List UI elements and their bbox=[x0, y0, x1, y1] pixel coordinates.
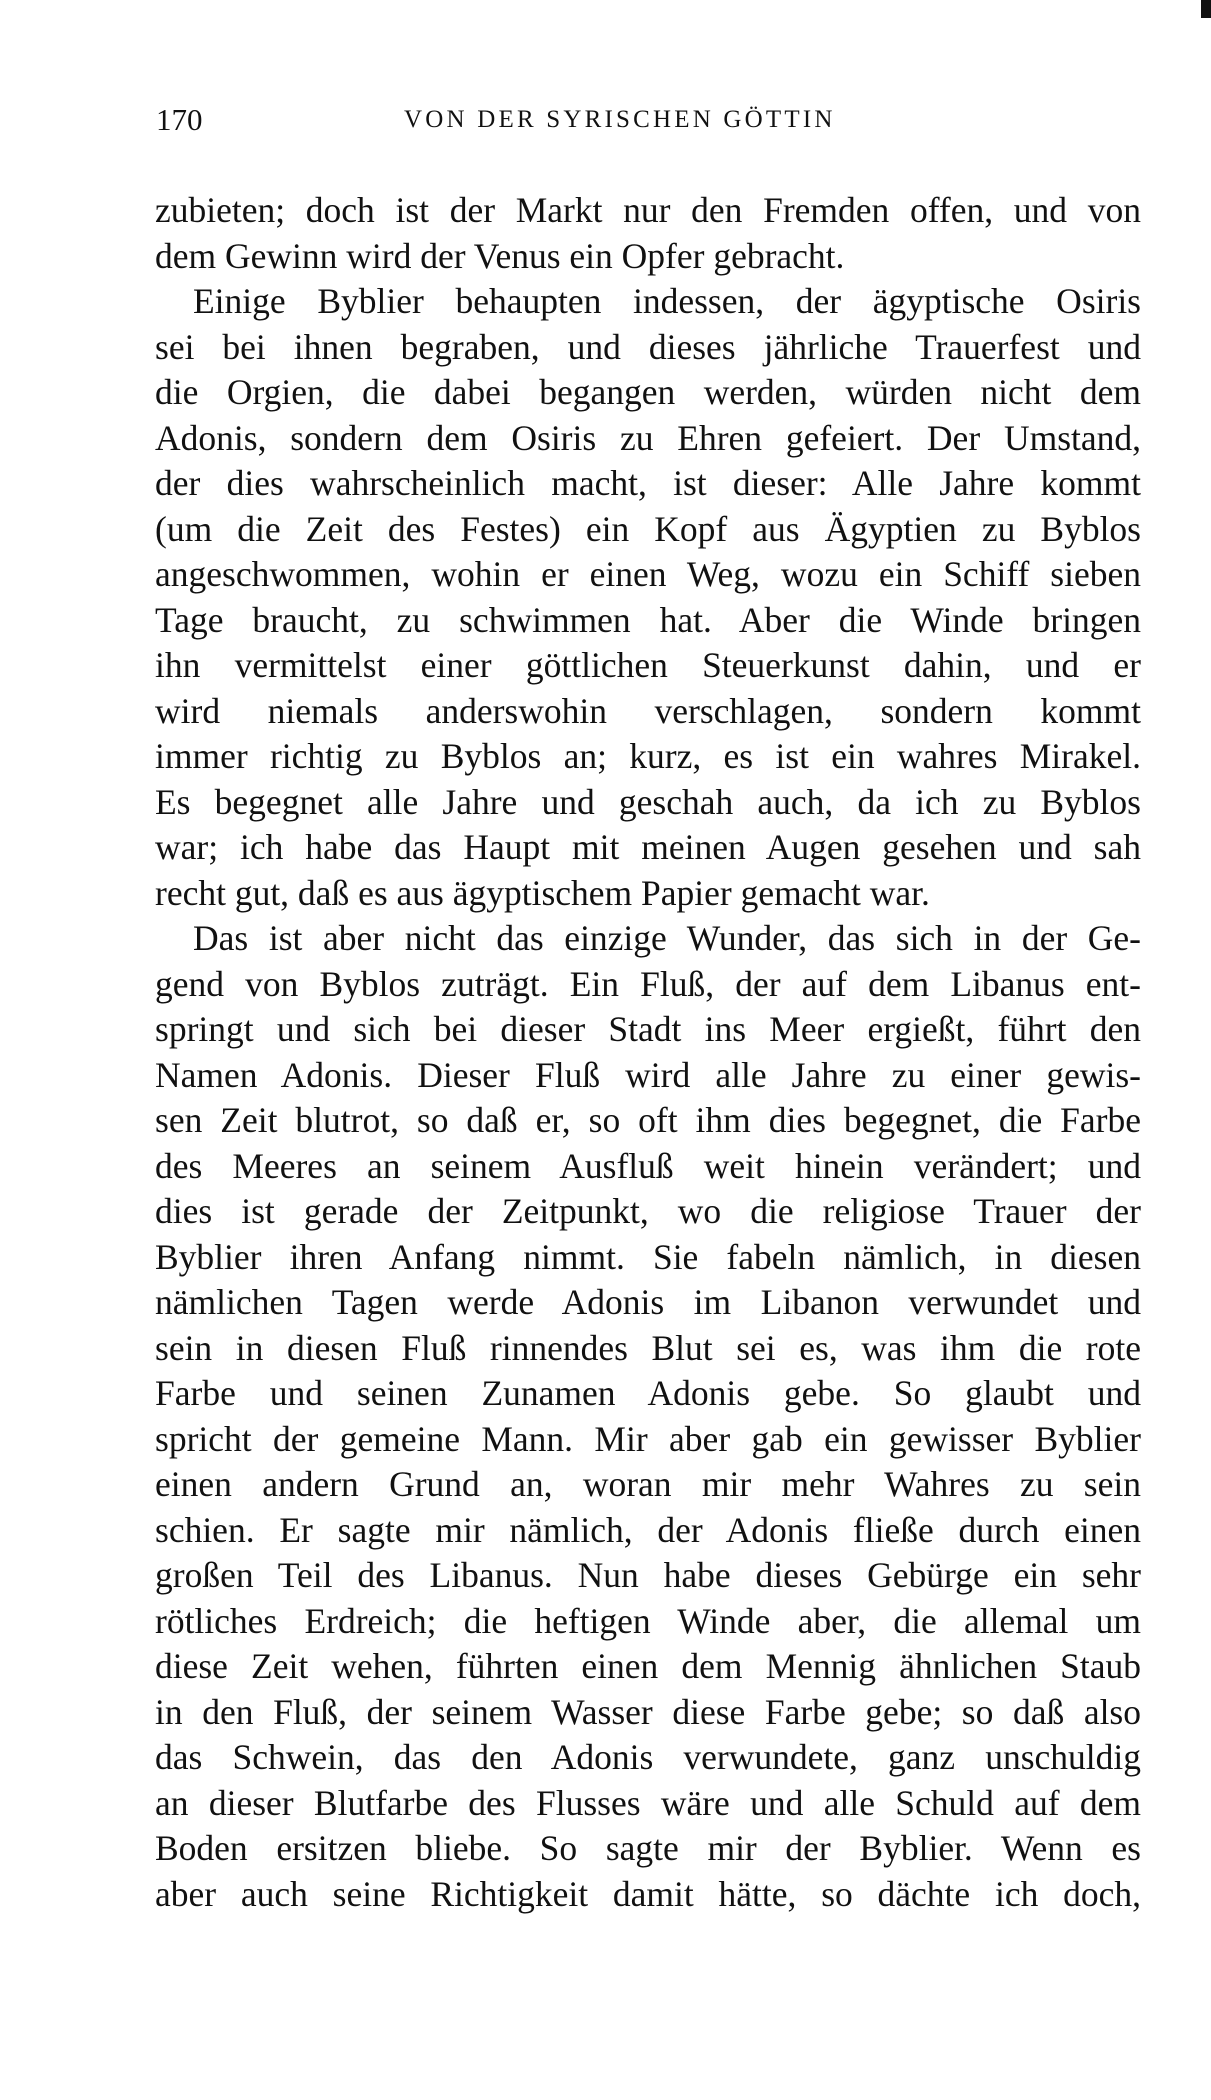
text-line: sein in diesen Fluß rinnendes Blut sei es, was ihm die rote bbox=[155, 1327, 1141, 1368]
text-line: schien. Er sagte mir nämlich, der Adonis fließe durch einen bbox=[155, 1509, 1141, 1550]
body-text bbox=[155, 188, 1141, 1917]
text-line: rötliches Erdreich; die heftigen Winde aber, die allemal um bbox=[155, 1600, 1141, 1641]
text-line: die Orgien, die dabei begangen werden, würden nicht dem bbox=[155, 372, 1141, 412]
text-line: Es begegnet alle Jahre und geschah auch, da ich zu Byblos bbox=[155, 781, 1141, 822]
text-line: einen andern Grund an, woran mir mehr Wahres zu sein bbox=[155, 1464, 1141, 1504]
scan-edge-mark bbox=[1201, 0, 1211, 18]
text-line: an dieser Blutfarbe des Flusses wäre und alle Schuld auf dem bbox=[155, 1782, 1141, 1823]
text-line: immer richtig zu Byblos an; kurz, es ist ein wahres Mirakel. bbox=[155, 736, 1141, 776]
text-line: großen Teil des Libanus. Nun habe dieses Gebürge ein sehr bbox=[155, 1555, 1141, 1595]
text-line: das Schwein, das den Adonis verwundete, ganz unschuldig bbox=[155, 1737, 1141, 1777]
running-head bbox=[156, 100, 1140, 140]
text-line: spricht der gemeine Mann. Mir aber gab ein gewisser Byblier bbox=[155, 1418, 1141, 1459]
text-line: war; ich habe das Haupt mit meinen Augen gesehen und sah bbox=[155, 827, 1141, 867]
text-line: Adonis, sondern dem Osiris zu Ehren gefeiert. Der Umstand, bbox=[155, 417, 1141, 458]
text-line: sen Zeit blutrot, so daß er, so oft ihm dies begegnet, die Farbe bbox=[155, 1100, 1141, 1140]
text-line: des Meeres an seinem Ausfluß weit hinein verändert; und bbox=[155, 1145, 1141, 1186]
text-line: aber auch seine Richtigkeit damit hätte, so dächte ich doch, bbox=[155, 1873, 1141, 1914]
page-number: 170 bbox=[156, 102, 203, 137]
text-line: nämlichen Tagen werde Adonis im Libanon verwundet und bbox=[155, 1282, 1141, 1322]
paragraph bbox=[155, 188, 1141, 279]
running-title: VON DER SYRISCHEN GÖTTIN bbox=[404, 106, 836, 133]
paragraph bbox=[155, 916, 1141, 1917]
text-line: in den Fluß, der seinem Wasser diese Farbe gebe; so daß also bbox=[155, 1691, 1141, 1732]
text-line: recht gut, daß es aus ägyptischem Papier gemacht war. bbox=[155, 872, 930, 913]
text-line: ihn vermittelst einer göttlichen Steuerkunst dahin, und er bbox=[155, 645, 1141, 685]
text-line: diese Zeit wehen, führten einen dem Mennig ähnlichen Staub bbox=[155, 1646, 1141, 1686]
text-line: Namen Adonis. Dieser Fluß wird alle Jahre zu einer gewis- bbox=[155, 1054, 1141, 1095]
text-line: Boden ersitzen bliebe. So sagte mir der Byblier. Wenn es bbox=[155, 1828, 1141, 1868]
text-line: der dies wahrscheinlich macht, ist dieser: Alle Jahre kommt bbox=[155, 463, 1141, 503]
text-line: Das ist aber nicht das einzige Wunder, das sich in der Ge- bbox=[193, 918, 1141, 958]
text-line: zubieten; doch ist der Markt nur den Fremden offen, und von bbox=[155, 190, 1141, 230]
text-line: Tage braucht, zu schwimmen hat. Aber die Winde bringen bbox=[155, 599, 1141, 640]
text-line: Einige Byblier behaupten indessen, der ägyptische Osiris bbox=[193, 281, 1141, 321]
text-line: dies ist gerade der Zeitpunkt, wo die religiose Trauer der bbox=[155, 1191, 1141, 1231]
text-line: wird niemals anderswohin verschlagen, sondern kommt bbox=[155, 690, 1141, 731]
paragraph bbox=[155, 279, 1141, 916]
text-line: gend von Byblos zuträgt. Ein Fluß, der auf dem Libanus ent- bbox=[155, 963, 1141, 1004]
text-line: (um die Zeit des Festes) ein Kopf aus Ägyptien zu Byblos bbox=[155, 508, 1141, 549]
text-line: Byblier ihren Anfang nimmt. Sie fabeln nämlich, in diesen bbox=[155, 1236, 1141, 1277]
text-line: Farbe und seinen Zunamen Adonis gebe. So glaubt und bbox=[155, 1373, 1141, 1413]
text-line: sei bei ihnen begraben, und dieses jährliche Trauerfest und bbox=[155, 326, 1141, 367]
text-line: angeschwommen, wohin er einen Weg, wozu ein Schiff sieben bbox=[155, 554, 1141, 594]
text-line: springt und sich bei dieser Stadt ins Meer ergießt, führt den bbox=[155, 1009, 1141, 1049]
text-line: dem Gewinn wird der Venus ein Opfer gebracht. bbox=[155, 235, 845, 276]
